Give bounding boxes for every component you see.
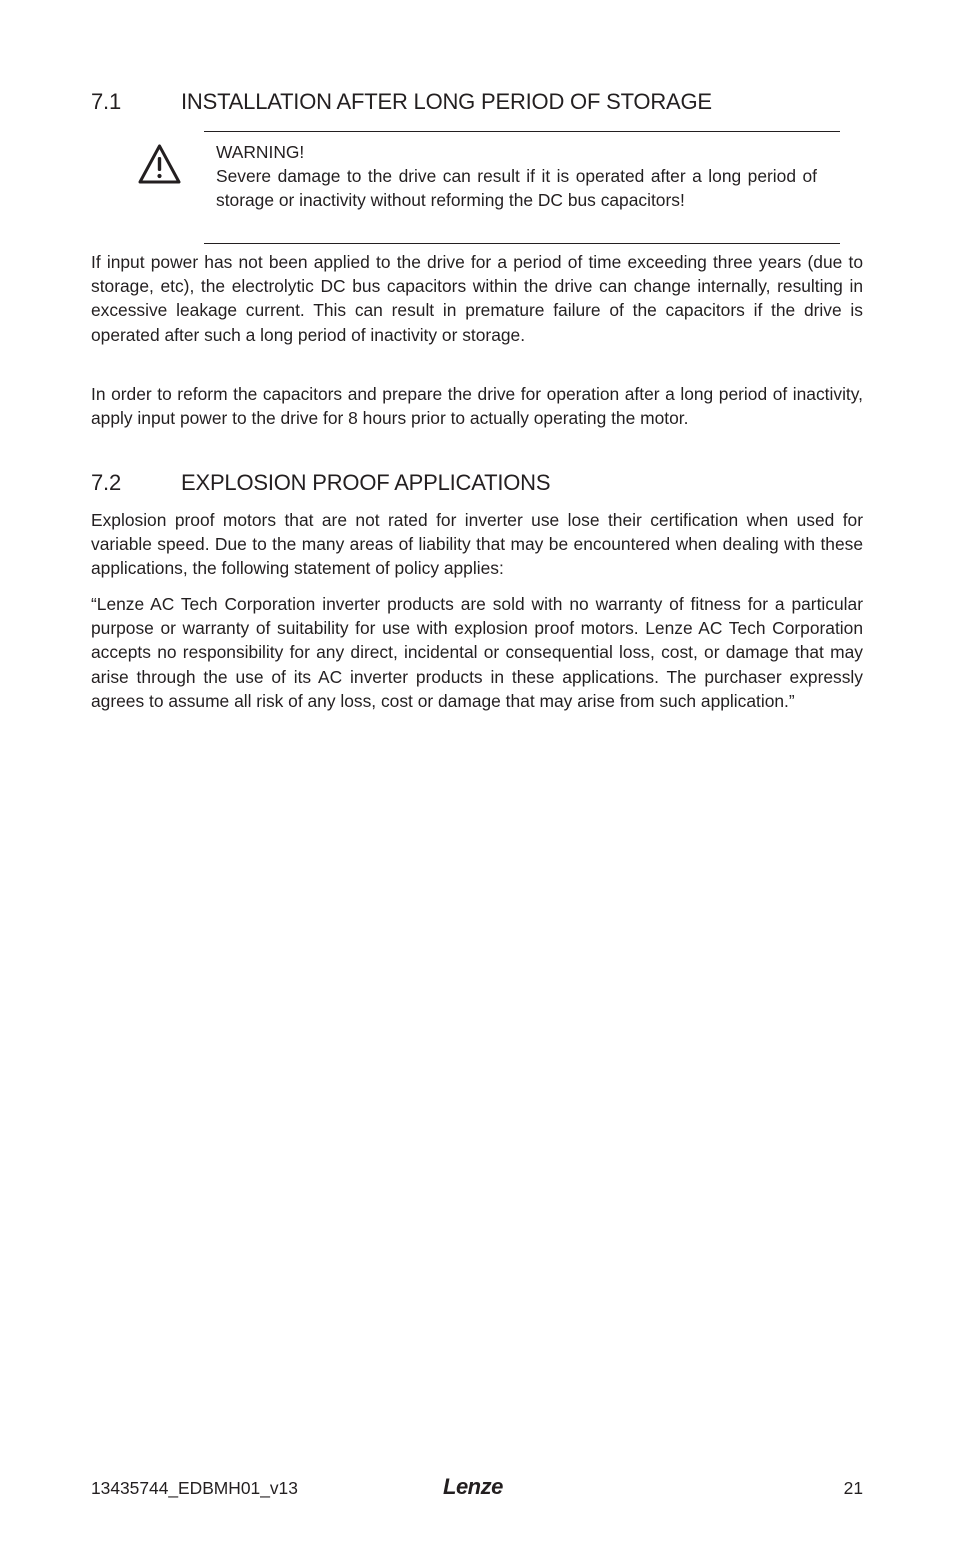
paragraph-storage-effects: If input power has not been applied to the drive for a period of time exceeding three years (due to storage, etc), the electrolytic DC bus capacitors within the drive can change internally, resulting in excessive leakage current. This can result in premature failure of the capacitors if the drive is operated after such a long period of inactivity or storage. (91, 252, 863, 345)
section-title: INSTALLATION AFTER LONG PERIOD OF STORAGE (181, 89, 712, 114)
warning-text-block (216, 140, 817, 212)
paragraph-reform-capacitors: In order to reform the capacitors and prepare the drive for operation after a long period of inactivity, apply input power to the drive for 8 hours prior to actually operating the motor. (91, 384, 863, 429)
section-number: 7.2 (91, 470, 121, 495)
svg-text:Lenze: Lenze (443, 1474, 503, 1499)
warning-title: WARNING! (216, 142, 305, 162)
section-heading-explosion-proof (91, 470, 550, 496)
paragraph-explosion-proof-motors: Explosion proof motors that are not rated for inverter use lose their certification when used for variable speed. Due to the many areas of liability that may be encountered when dealing with these applications, the following statement of policy applies: (91, 510, 863, 579)
lenze-logo (443, 1474, 511, 1500)
footer-document-id: 13435744_EDBMH01_v13 (91, 1478, 298, 1498)
section-number: 7.1 (91, 89, 121, 114)
warning-box (204, 131, 840, 244)
paragraph-policy-statement: “Lenze AC Tech Corporation inverter products are sold with no warranty of fitness for a particular purpose or warranty of suitability for use with explosion proof motors. Lenze AC Tech Corporation accepts no responsibility for any direct, incidental or consequential loss, cost, or damage that may arise through the use of its AC inverter products in these applications. The purchaser expressly agrees to assume all risk of any loss, cost or damage that may arise from such application.” (91, 594, 863, 711)
footer-page-number: 21 (843, 1478, 863, 1498)
warning-message: Severe damage to the drive can result if it is operated after a long period of storage or inactivity without reforming the DC bus capacitors! (216, 166, 817, 210)
section-title: EXPLOSION PROOF APPLICATIONS (181, 470, 551, 495)
warning-triangle-icon (137, 143, 182, 185)
section-heading-installation (91, 89, 712, 115)
